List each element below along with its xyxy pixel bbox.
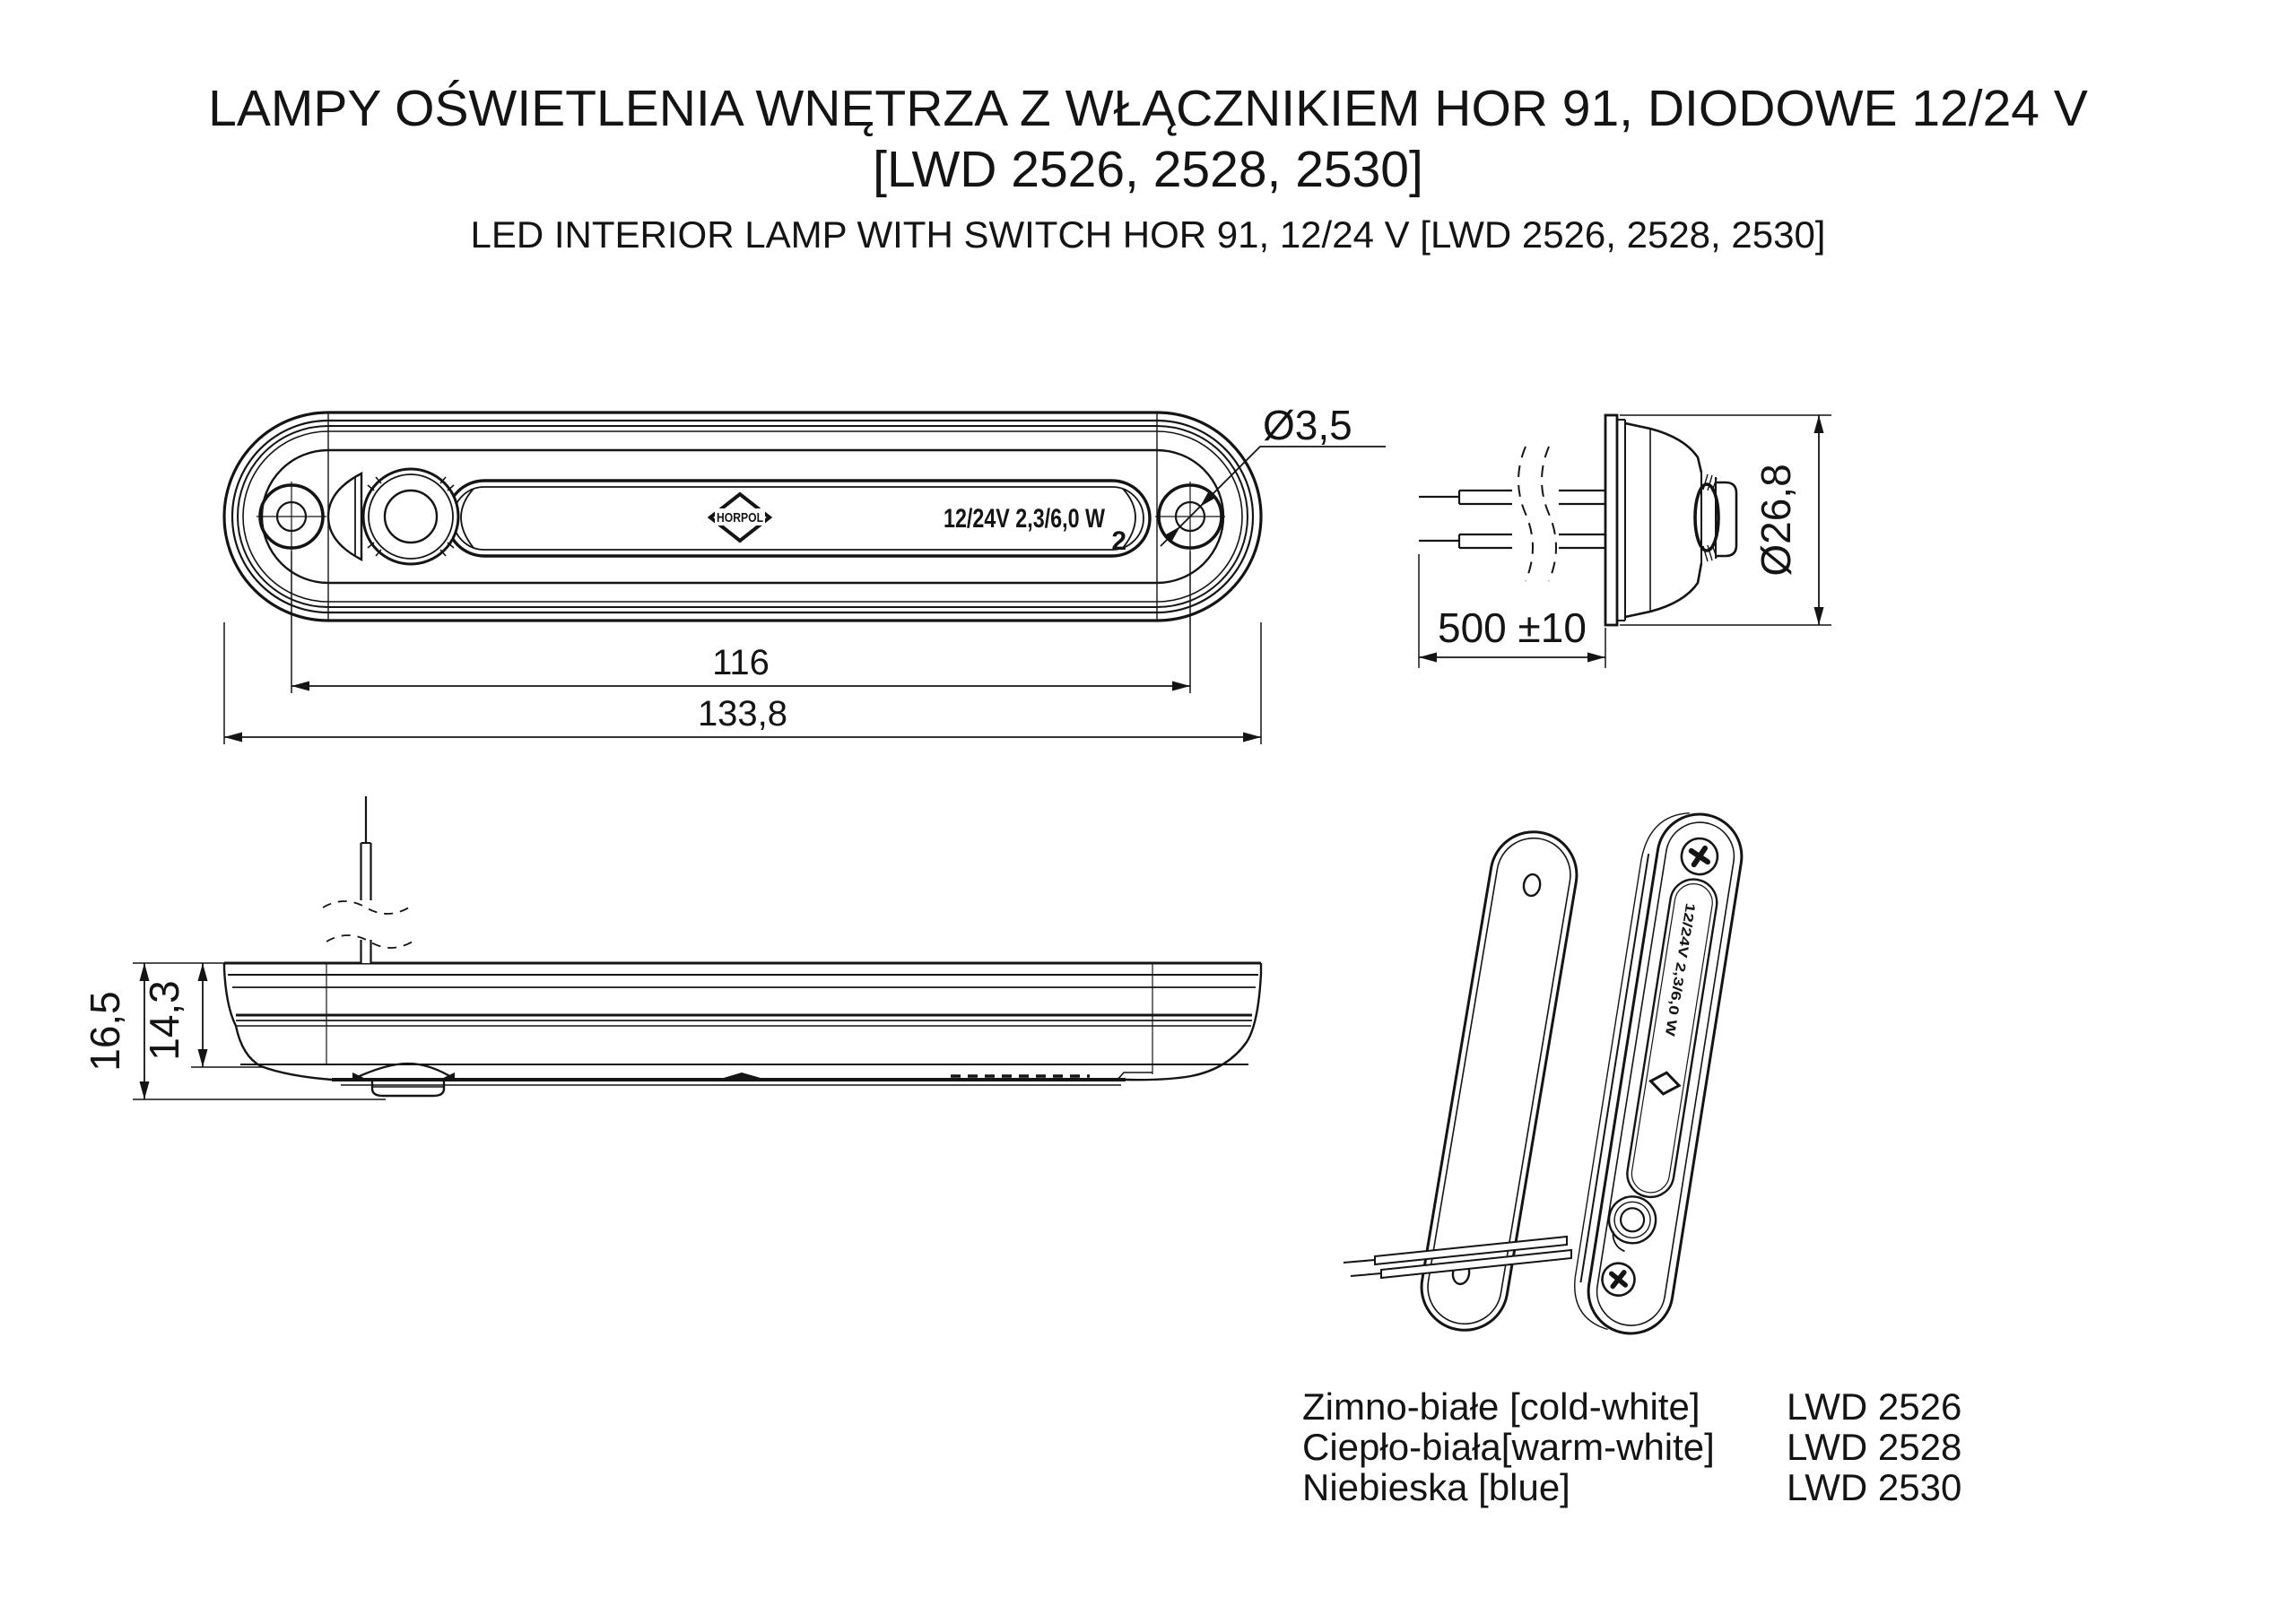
lens-marking-suffix: 2: [1111, 526, 1126, 556]
side-gasket-tab: [718, 1073, 767, 1080]
wire-upper: [1459, 491, 1605, 504]
side-view: [82, 796, 1261, 1099]
perspective-wires: [1344, 1237, 1571, 1278]
dim-overall-length: [224, 622, 1261, 744]
legend-code-1: LWD 2526: [1787, 1385, 1962, 1428]
dim-wire-length: [1419, 554, 1605, 668]
dim-body-height-text: 14,3: [141, 980, 187, 1061]
lamp-lens-marking: 12/24V 2,3/6,0 W: [1666, 901, 1699, 1007]
dim-total-height-text: 16,5: [82, 991, 128, 1072]
dim-diameter: [1620, 415, 1831, 625]
legend-code-3: LWD 2530: [1787, 1466, 1962, 1508]
perspective-view: [1344, 806, 1748, 1340]
logo-text: HORPOL: [717, 510, 763, 525]
legend-color-3: Niebieska [blue]: [1302, 1466, 1570, 1508]
legend-color-1: Zimno-białe [cold-white]: [1302, 1385, 1700, 1428]
perspective-lamp: [1568, 806, 1748, 1340]
wire-break-mark-2: [1542, 447, 1556, 581]
end-cup-bottom: [1625, 563, 1701, 617]
dim-wire-length-text: 500 ±10: [1438, 604, 1587, 651]
dim-hole-spacing: [291, 551, 1190, 693]
front-switch-outer: [363, 469, 458, 564]
dim-diameter-text: Ø26,8: [1752, 464, 1799, 577]
front-view: [224, 402, 1386, 744]
dim-hole-spacing-text: 116: [712, 643, 770, 682]
title-line-1: LAMPY OŚWIETLENIA WNĘTRZA Z WŁĄCZNIKIEM HOR 91, DIODOWE 12/24 V: [208, 80, 2088, 137]
title-line-3: LED INTERIOR LAMP WITH SWITCH HOR 91, 12/24 V [LWD 2526, 2528, 2530]: [470, 213, 1826, 256]
end-flange: [1605, 415, 1617, 625]
side-right-contour: [1126, 963, 1261, 1080]
variant-legend: [1302, 1385, 1961, 1508]
wire-break-mark-1: [1518, 447, 1533, 581]
dim-hole-diameter-text: Ø3,5: [1263, 402, 1352, 448]
legend-color-2: Ciepło-biała[warm-white]: [1302, 1426, 1715, 1468]
front-switch-flap: [328, 473, 361, 560]
brand-logo-diamond: [710, 494, 770, 541]
dim-hole-diameter: [1161, 402, 1386, 546]
side-wire-mask: [361, 843, 370, 963]
persp-wire-lower-tip: [1351, 1273, 1381, 1276]
legend-code-2: LWD 2528: [1787, 1426, 1962, 1468]
end-cup-top: [1625, 423, 1701, 473]
side-wire: [323, 796, 413, 963]
gasket-hole-top: [1522, 873, 1542, 898]
lens-marking-text: 12/24V 2,3/6,0 W: [944, 504, 1106, 534]
dim-overall-length-text: 133,8: [697, 694, 788, 734]
side-left-contour: [224, 963, 332, 1080]
title-line-2: [LWD 2526, 2528, 2530]: [873, 140, 1423, 198]
end-view: [1419, 415, 1831, 668]
end-wires: [1419, 447, 1605, 581]
persp-wire-upper-tip: [1344, 1260, 1375, 1263]
front-lens-cap-left: [461, 489, 474, 548]
